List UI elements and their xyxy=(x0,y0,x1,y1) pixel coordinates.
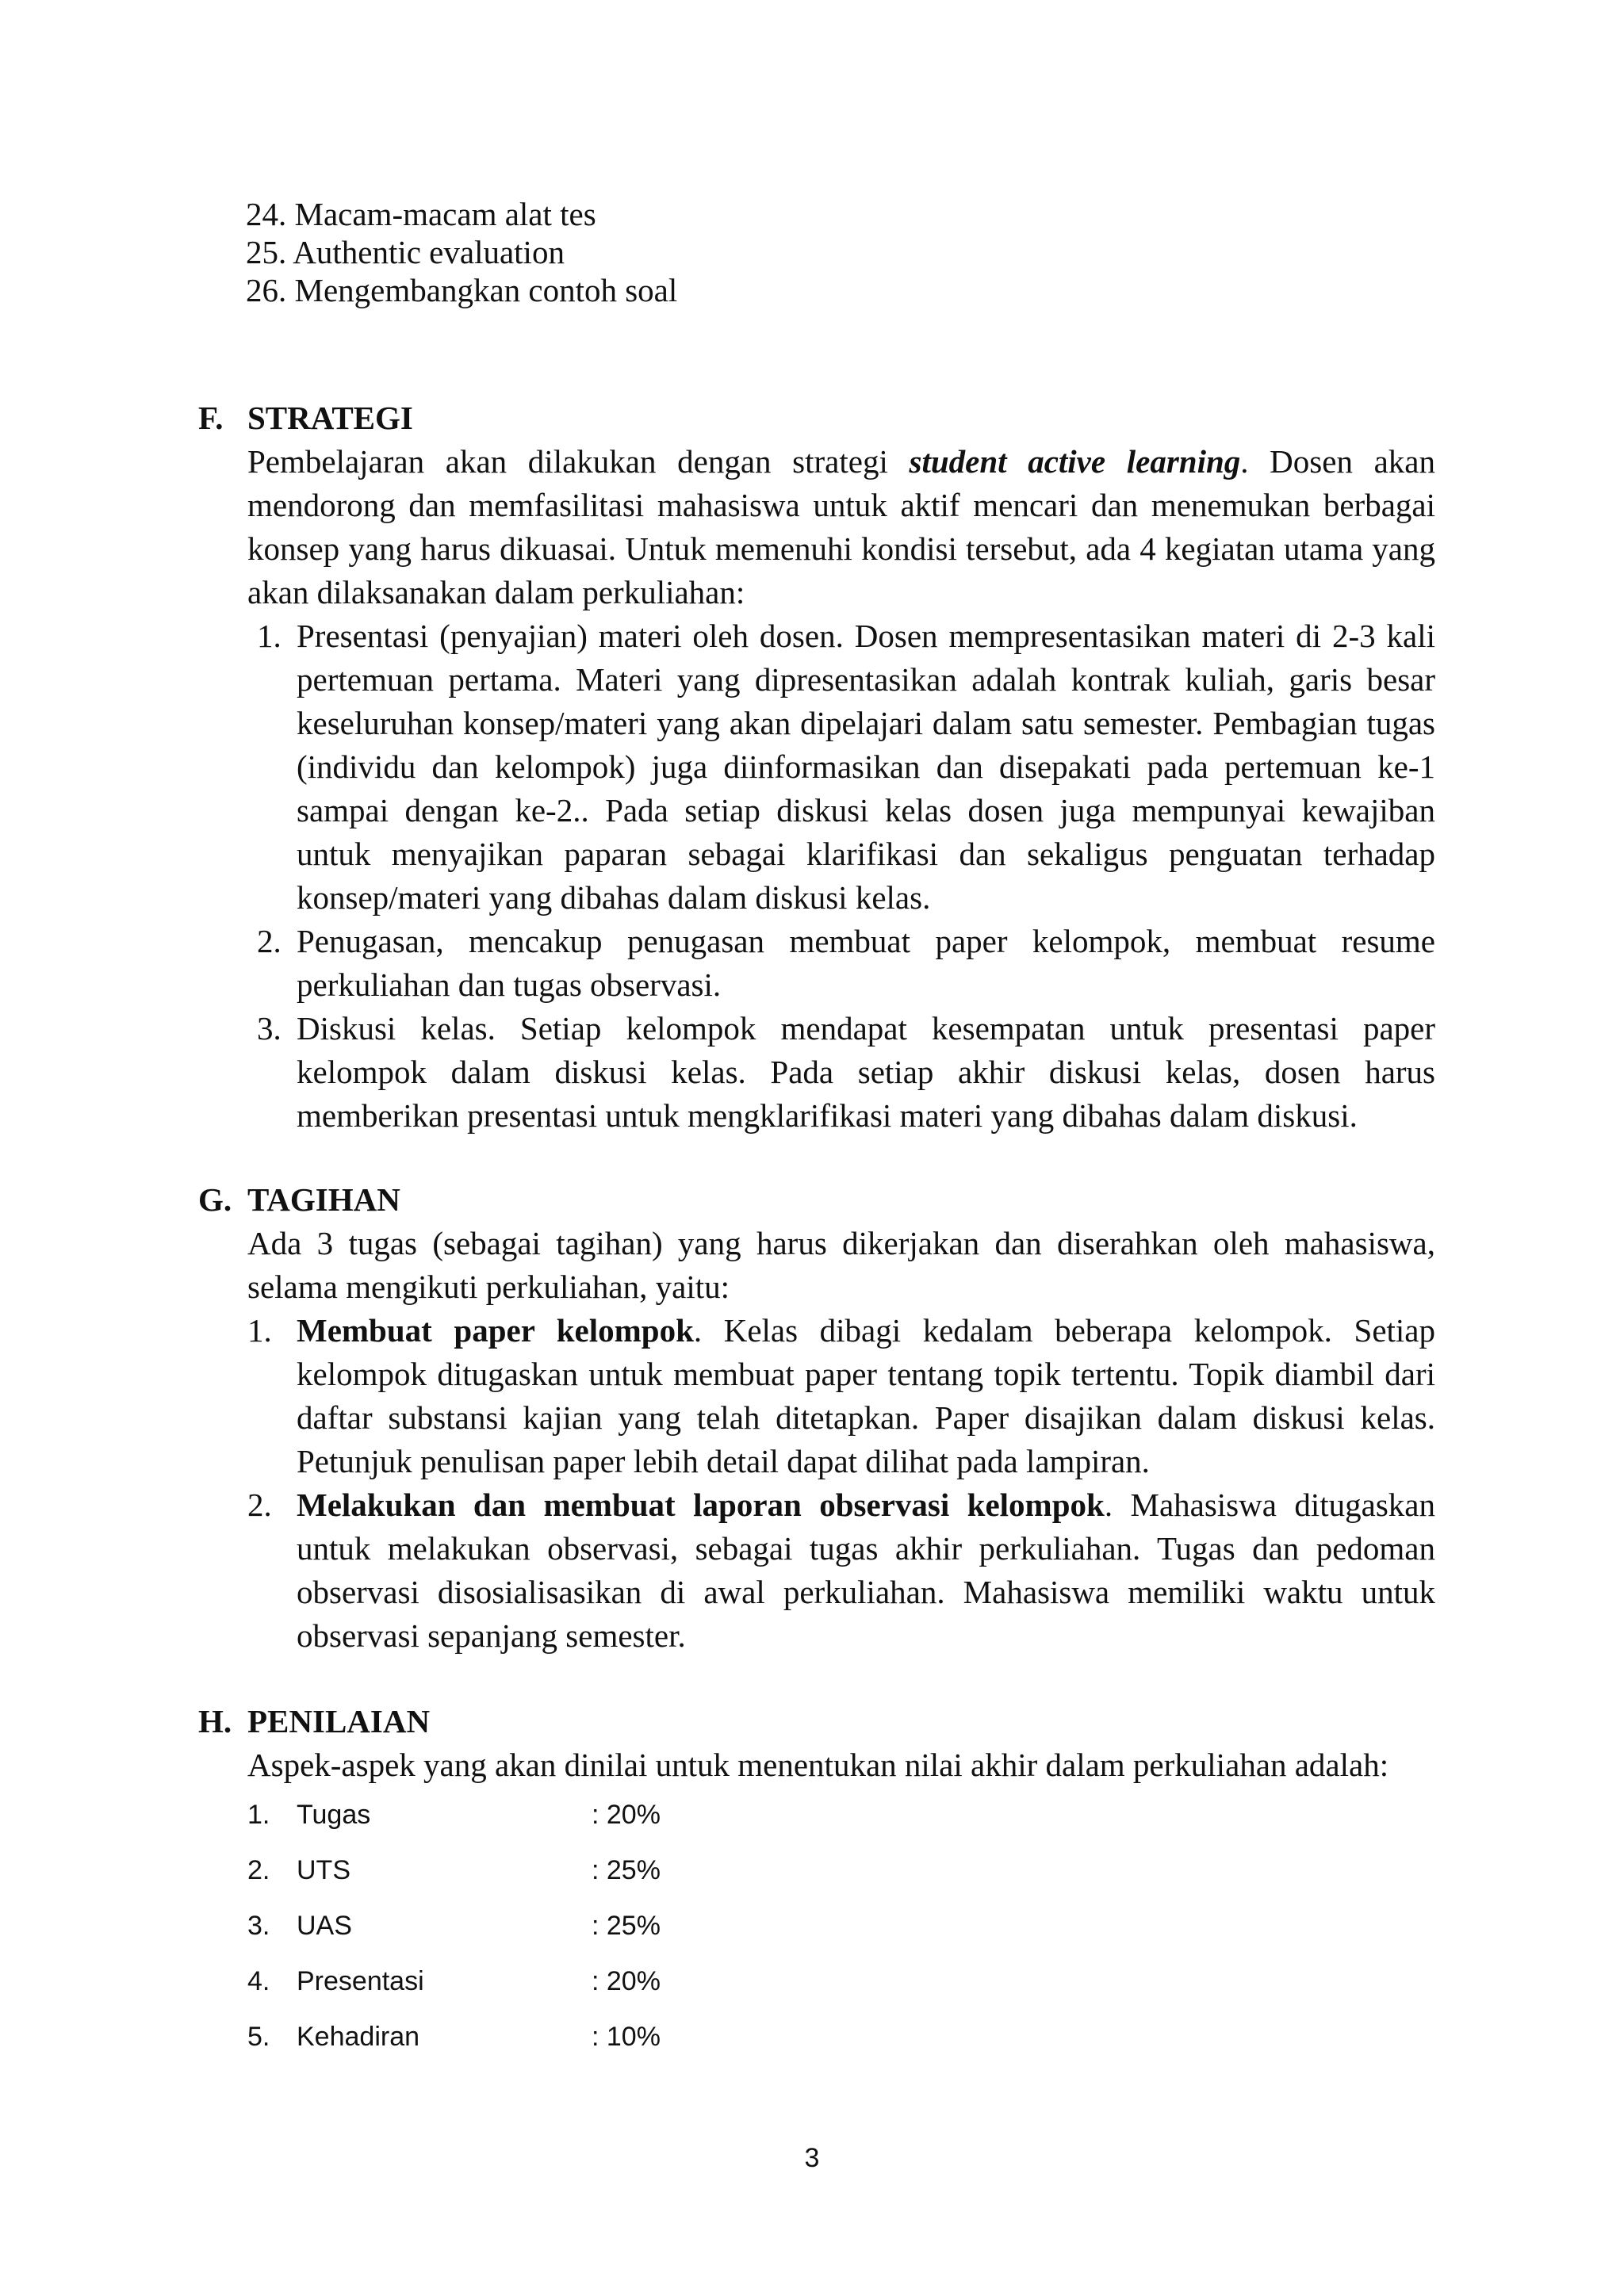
list-item-number: 26. xyxy=(246,272,287,308)
grading-value: : 25% xyxy=(592,1911,661,1941)
list-item-body xyxy=(297,1483,1435,1658)
grading-label: Tugas xyxy=(297,1800,371,1830)
list-item xyxy=(247,614,1435,920)
section-intro: Aspek-aspek yang akan dinilai untuk menentukan nilai akhir dalam perkuliahan adalah: xyxy=(247,1747,1389,1783)
list-item xyxy=(246,233,1435,271)
list-item-body xyxy=(297,1309,1435,1483)
grading-label: Presentasi xyxy=(297,1966,424,1996)
list-item-text: Diskusi kelas. Setiap kelompok mendapat kesempatan untuk presentasi paper kelompok dalam diskusi kelas. Pada setiap akhir diskusi kelas, dosen harus memberikan presentasi untuk mengklarifikasi materi yang dibahas dalam diskusi. xyxy=(297,1010,1435,1134)
list-item xyxy=(247,1309,1435,1483)
continued-topic-list xyxy=(246,195,1435,309)
list-item-number: 2. xyxy=(247,1487,272,1523)
grading-value: : 25% xyxy=(592,1855,661,1885)
grading-number: 3. xyxy=(247,1911,270,1941)
list-item-number: 24. xyxy=(246,196,287,232)
section-letter: G. xyxy=(198,1181,232,1218)
list-item-title: Melakukan dan membuat laporan observasi kelompok xyxy=(297,1487,1105,1523)
list-item xyxy=(247,1007,1435,1138)
list-item-number: 2. xyxy=(257,923,282,959)
section-title: STRATEGI xyxy=(247,400,413,436)
list-item-number: 3. xyxy=(257,1010,282,1047)
grading-value: : 20% xyxy=(592,1966,661,1996)
section-penilaian xyxy=(198,1700,1435,2064)
section-heading xyxy=(198,396,1435,440)
intro-text-after: . Dosen akan mendorong dan memfasilitasi mahasiswa untuk aktif mencari dan menemukan berbagai konsep yang harus dikuasai. Untuk memenuhi kondisi tersebut, ada 4 kegiatan utama yang akan dilaksanakan dalam perkuliahan: xyxy=(247,443,1435,610)
section-body xyxy=(247,440,1435,1138)
grading-label: UAS xyxy=(297,1911,352,1941)
grading-row xyxy=(247,1898,1435,1954)
grading-value: : 10% xyxy=(592,2022,661,2052)
grading-label: Kehadiran xyxy=(297,2022,420,2052)
list-item-number: 1. xyxy=(257,618,282,654)
section-heading xyxy=(198,1700,1435,1743)
section-strategi xyxy=(198,396,1435,1138)
grading-row xyxy=(247,1954,1435,2009)
section-tagihan xyxy=(198,1178,1435,1658)
list-item-number: 25. xyxy=(246,234,287,270)
strategy-list xyxy=(247,614,1435,1138)
list-item-text: Presentasi (penyajian) materi oleh dosen. Dosen mempresentasikan materi di 2-3 kali pertemuan pertama. Materi yang dipresentasikan adalah kontrak kuliah, garis besar keseluruhan konsep/materi yang akan dipelajari dalam satu semester. Pembagian tugas (individu dan kelompok) juga diinformasikan dan disepakati pada pertemuan ke-1 sampai dengan ke-2.. Pada setiap diskusi kelas dosen juga mempunyai kewajiban untuk menyajikan paparan sebagai klarifikasi dan sekaligus penguatan terhadap konsep/materi yang dibahas dalam diskusi kelas. xyxy=(297,618,1435,916)
list-item-text: Authentic evaluation xyxy=(293,234,565,270)
page-number: 3 xyxy=(804,2143,820,2173)
list-item-text: . Mahasiswa ditugaskan untuk melakukan observasi, sebagai tugas akhir perkuliahan. Tugas dan pedoman observasi disosialisasikan di awal perkuliahan. Mahasiswa memiliki waktu untuk observasi sepanjang semester. xyxy=(297,1487,1435,1654)
grading-row xyxy=(247,1787,1435,1843)
section-letter: F. xyxy=(198,400,224,436)
section-title: TAGIHAN xyxy=(247,1181,400,1218)
list-item xyxy=(247,1483,1435,1658)
intro-emphasis: student active learning xyxy=(909,443,1241,480)
grading-row xyxy=(247,2009,1435,2064)
section-heading xyxy=(198,1178,1435,1222)
grading-number: 2. xyxy=(247,1855,270,1885)
list-item xyxy=(246,195,1435,233)
grading-row xyxy=(247,1843,1435,1898)
list-item-text: Penugasan, mencakup penugasan membuat paper kelompok, membuat resume perkuliahan dan tugas observasi. xyxy=(297,923,1435,1003)
section-body xyxy=(247,1222,1435,1658)
section-letter: H. xyxy=(198,1703,232,1739)
list-item-text: Mengembangkan contoh soal xyxy=(294,272,678,308)
list-item xyxy=(247,920,1435,1007)
intro-text-before: Pembelajaran akan dilakukan dengan strategi xyxy=(247,443,910,480)
assignment-list xyxy=(247,1309,1435,1658)
grading-value: : 20% xyxy=(592,1800,661,1830)
grading-label: UTS xyxy=(297,1855,350,1885)
section-title: PENILAIAN xyxy=(247,1703,431,1739)
list-item-text: . Kelas dibagi kedalam beberapa kelompok. Setiap kelompok ditugaskan untuk membuat paper tentang topik tertentu. Topik diambil dari daftar substansi kajian yang telah ditetapkan. Paper disajikan dalam diskusi kelas. Petunjuk penulisan paper lebih detail dapat dilihat pada lampiran. xyxy=(297,1312,1435,1479)
list-item-text: Macam-macam alat tes xyxy=(294,196,596,232)
grading-number: 4. xyxy=(247,1966,270,1996)
list-item xyxy=(246,271,1435,309)
section-intro: Ada 3 tugas (sebagai tagihan) yang harus dikerjakan dan diserahkan oleh mahasiswa, selama mengikuti perkuliahan, yaitu: xyxy=(247,1225,1435,1305)
list-item-number: 1. xyxy=(247,1312,272,1349)
grading-number: 5. xyxy=(247,2022,270,2052)
grading-number: 1. xyxy=(247,1800,270,1830)
section-intro xyxy=(247,440,1435,614)
grading-list xyxy=(247,1787,1435,2064)
list-item-title: Membuat paper kelompok xyxy=(297,1312,694,1349)
